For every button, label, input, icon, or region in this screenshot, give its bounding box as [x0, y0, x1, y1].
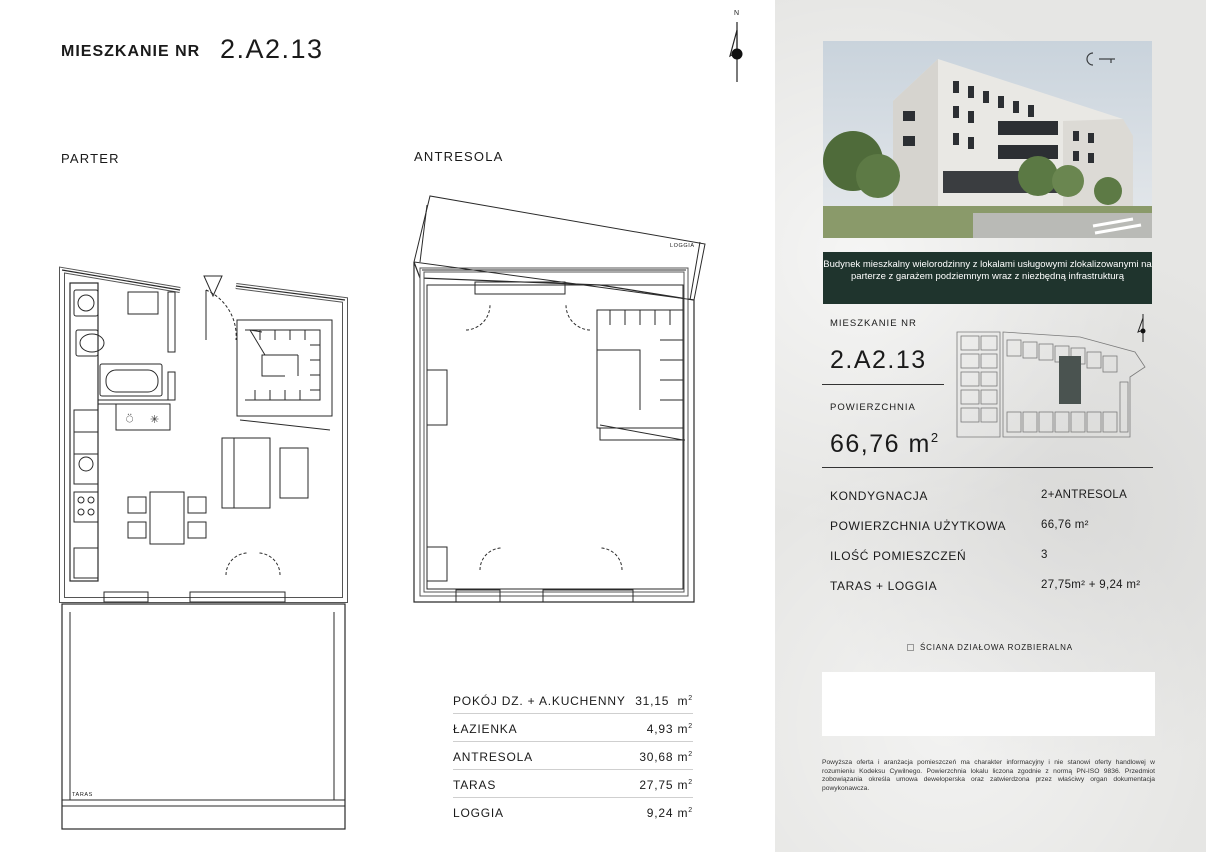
room-row [453, 798, 693, 826]
area-label: POWIERZCHNIA [830, 402, 916, 413]
room-row [453, 770, 693, 798]
spec-row [830, 519, 1150, 535]
room-name: ANTRESOLA [453, 750, 533, 764]
svg-text:⍥: ⍥ [126, 412, 134, 426]
room-row [453, 686, 693, 714]
spec-name: POWIERZCHNIA UŻYTKOWA [830, 519, 1007, 533]
spec-name: ILOŚĆ POMIESZCZEŃ [830, 549, 967, 563]
spec-row [830, 579, 1150, 595]
spec-row [830, 489, 1150, 505]
room-name: LOGGIA [453, 806, 504, 820]
room-name: ŁAZIENKA [453, 722, 518, 736]
svg-text:✳: ✳ [150, 414, 160, 426]
room-area: 9,24 $m^2$ [646, 806, 693, 820]
spec-value: 27,75m² + 9,24 m² [1041, 579, 1141, 591]
antresola-label: ANTRESOLA [414, 149, 504, 164]
spec-value: 3 [1041, 549, 1048, 561]
building-key-plan [955, 312, 1155, 442]
area-value: 66,76 $m^2$ [830, 430, 940, 458]
room-name: TARAS [453, 778, 497, 792]
loggia-plan-label: LOGGIA [670, 243, 695, 249]
apartment-number-value: 2.A2.13 [830, 346, 927, 374]
divider [822, 467, 1153, 468]
legend-swatch-icon [907, 644, 914, 651]
spec-row [830, 549, 1150, 565]
apartment-title-number: 2.A2.13 [220, 34, 324, 64]
room-area: 31,15 $m^2$ [635, 694, 693, 708]
taras-plan-label: TARAS [72, 792, 93, 798]
spec-name: TARAS + LOGGIA [830, 579, 938, 593]
room-area-table [453, 686, 693, 826]
room-area: 27,75 $m^2$ [639, 778, 693, 792]
wall-legend [907, 643, 1073, 652]
north-letter: N [734, 10, 740, 17]
room-row [453, 742, 693, 770]
spec-value: 66,76 m² [1041, 519, 1089, 531]
apartment-title-label: MIESZKANIE NR [61, 43, 201, 60]
divider [822, 384, 944, 385]
parter-walls [62, 270, 345, 829]
disclaimer-text: Powyższa oferta i aranżacja pomieszczeń ma charakter informacyjny i nie stanowi oferty handlowej w rozumieniu Kodeksu Cywilnego. Powierzchnia lokalu liczona zgodnie z normą PN-ISO 9836. Przedmiot zobowiązania określa umowa deweloperska oraz zatwierdzona przez właściwy organ dokumentacja powykonawcza. [822, 759, 1155, 793]
spec-name: KONDYGNACJA [830, 489, 928, 503]
building-description-banner: Budynek mieszkalny wielorodzinny z lokalami usługowymi zlokalizowanymi na parterze z garażem podziemnym wraz z niezbędną infrastrukturą [823, 252, 1152, 304]
key-plan-north-icon [1136, 312, 1150, 344]
apartment-number-label: MIESZKANIE NR [830, 318, 917, 329]
room-name: POKÓJ DZ. + A.KUCHENNY [453, 694, 626, 708]
room-area: 4,93 $m^2$ [646, 722, 693, 736]
legend-label: ŚCIANA DZIAŁOWA ROZBIERALNA [920, 643, 1073, 652]
spec-value: 2+ANTRESOLA [1041, 489, 1128, 501]
parter-label: PARTER [61, 151, 120, 166]
blank-box [822, 672, 1155, 736]
antresola-walls [414, 196, 705, 602]
room-area: 30,68 $m^2$ [639, 750, 693, 764]
building-rendering-image [823, 41, 1152, 238]
room-row [453, 714, 693, 742]
